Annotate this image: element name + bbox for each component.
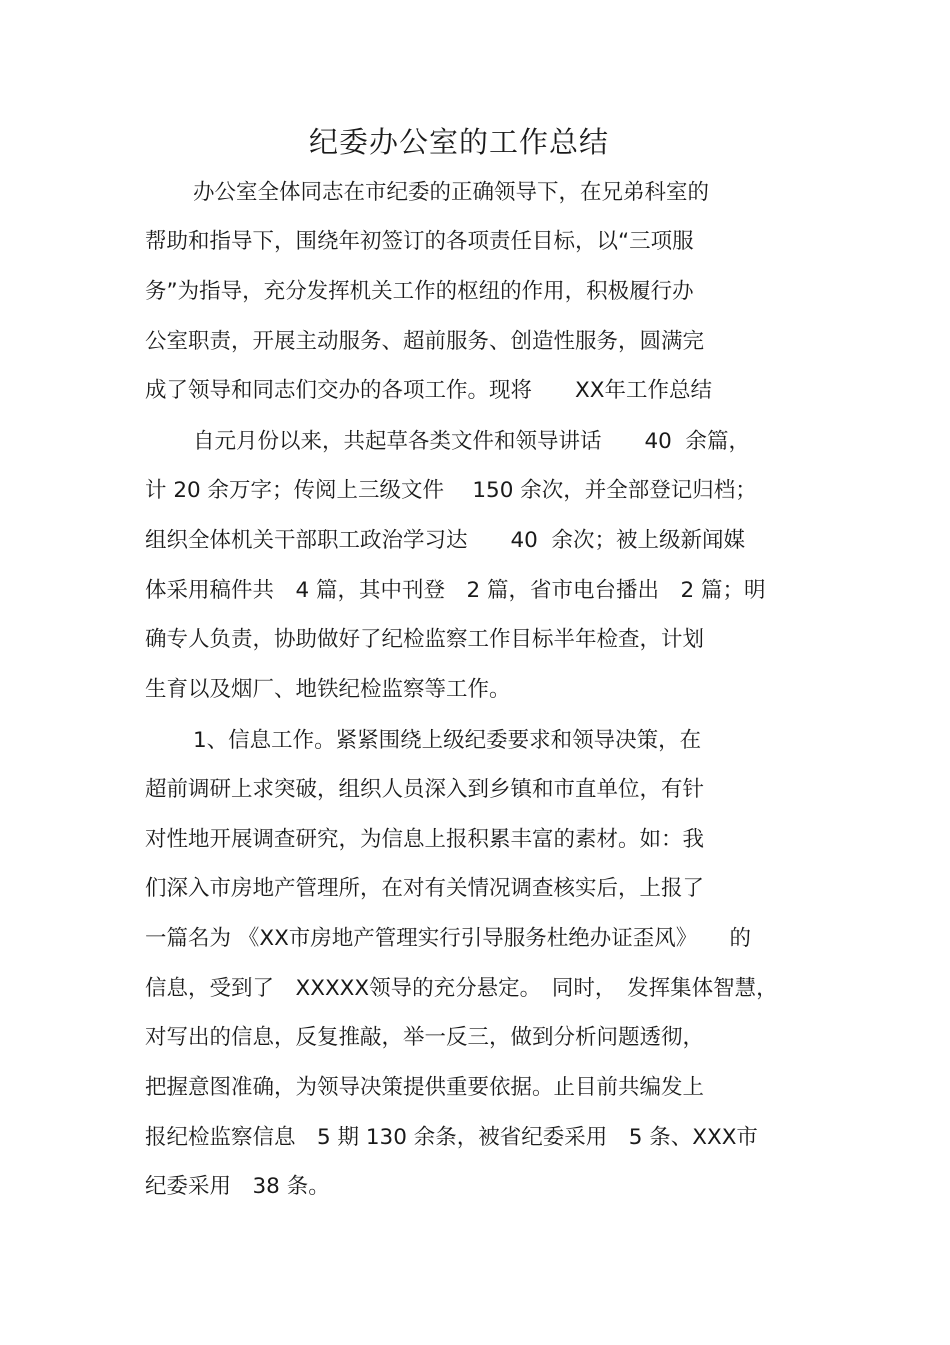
- paragraph-line: 信息，受到了 XXXXX领导的充分悬定。 同时， 发挥集体智慧，: [145, 976, 778, 1001]
- paragraph-line: 报纪检监察信息 5 期 130 余条，被省纪委采用 5 条、XXX市: [145, 1125, 758, 1150]
- paragraph-line: 们深入市房地产管理所，在对有关情况调查核实后，上报了: [145, 876, 705, 901]
- paragraph-line: 组织全体机关干部职工政治学习达 40 余次；被上级新闻媒: [145, 528, 746, 553]
- paragraph-line: 一篇名为 《XX市房地产管理实行引导服务杜绝办证歪风》 的: [145, 926, 752, 951]
- paragraph-line: 确专人负责，协助做好了纪检监察工作目标半年检查，计划: [145, 627, 705, 652]
- paragraph-line: 帮助和指导下，围绕年初签订的各项责任目标，以“三项服: [145, 229, 694, 254]
- paragraph-line: 务”为指导，充分发挥机关工作的枢纽的作用，积极履行办: [145, 279, 694, 304]
- paragraph-line: 自元月份以来，共起草各类文件和领导讲话 40 余篇，: [193, 429, 751, 454]
- paragraph-line: 办公室全体同志在市纪委的正确领导下，在兄弟科室的: [193, 180, 710, 205]
- paragraph-line: 纪委采用 38 条。: [145, 1174, 330, 1199]
- paragraph-line: 超前调研上求突破，组织人员深入到乡镇和市直单位，有针: [145, 777, 705, 802]
- paragraph-line: 成了领导和同志们交办的各项工作。现将 XX年工作总结: [145, 378, 712, 403]
- paragraph-line: 1、信息工作。紧紧围绕上级纪委要求和领导决策，在: [193, 728, 702, 753]
- paragraph-line: 对性地开展调查研究，为信息上报积累丰富的素材。如：我: [145, 827, 705, 852]
- paragraph-line: 对写出的信息，反复推敲，举一反三，做到分析问题透彻，: [145, 1025, 705, 1050]
- paragraph-line: 生育以及烟厂、地铁纪检监察等工作。: [145, 677, 511, 702]
- document-title: 纪委办公室的工作总结: [308, 125, 609, 159]
- paragraph-line: 计 20 余万字；传阅上三级文件 150 余次，并全部登记归档；: [145, 478, 757, 503]
- paragraph-line: 体采用稿件共 4 篇，其中刊登 2 篇，省市电台播出 2 篇；明: [145, 578, 766, 603]
- paragraph-line: 把握意图准确，为领导决策提供重要依据。止目前共编发上: [145, 1075, 705, 1100]
- paragraph-line: 公室职责，开展主动服务、超前服务、创造性服务，圆满完: [145, 329, 705, 354]
